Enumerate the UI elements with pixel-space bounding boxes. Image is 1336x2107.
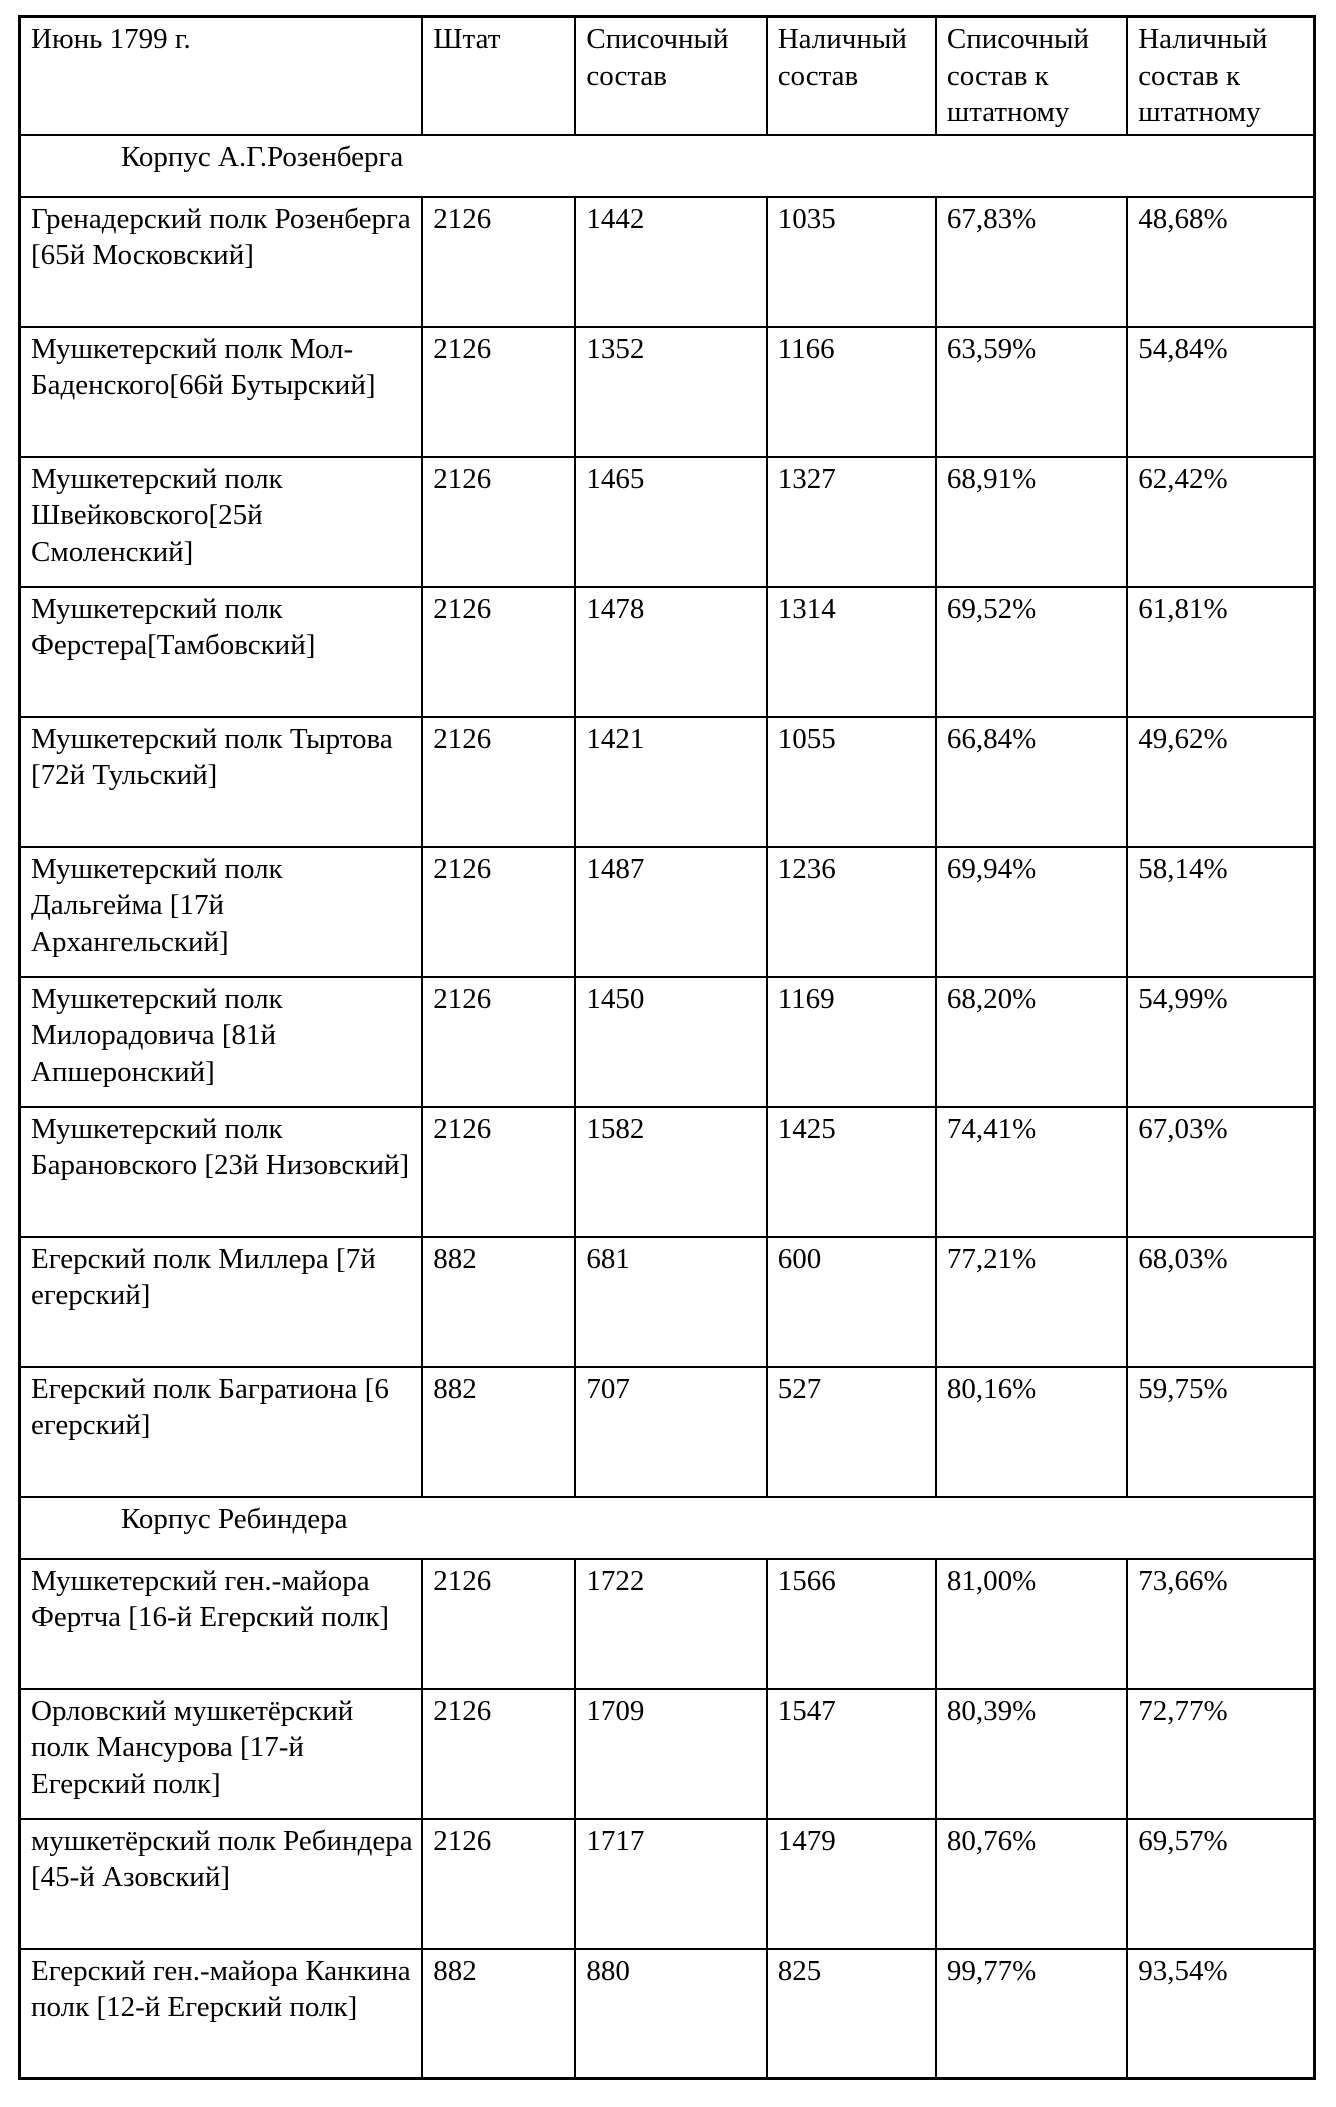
table-row: [20, 457, 1315, 587]
list-pct-cell: 68,91%: [936, 457, 1127, 587]
list-strength-cell: 1478: [575, 587, 766, 717]
present-strength-cell: 1479: [767, 1819, 936, 1949]
present-strength-cell: 527: [767, 1367, 936, 1497]
present-strength-cell: 1236: [767, 847, 936, 977]
staff-cell: 2126: [422, 717, 575, 847]
staff-cell: 882: [422, 1949, 575, 2079]
list-pct-cell: 99,77%: [936, 1949, 1127, 2079]
present-pct-cell: 68,03%: [1127, 1237, 1314, 1367]
list-strength-cell: 681: [575, 1237, 766, 1367]
regiment-name-cell: Егерский ген.-майора Канкина полк [12-й Егерский полк]: [20, 1949, 423, 2079]
table-row: [20, 587, 1315, 717]
header-present-pct: Наличный состав к штатному: [1127, 17, 1314, 135]
regiment-name-cell: Мушкетерский полк Дальгейма [17й Архангельский]: [20, 847, 423, 977]
section-title: Корпус А.Г.Розенберга: [20, 135, 1315, 197]
present-pct-cell: 54,99%: [1127, 977, 1314, 1107]
regiment-name-cell: Мушкетерский ген.-майора Фертча [16-й Егерский полк]: [20, 1559, 423, 1689]
staff-cell: 2126: [422, 327, 575, 457]
header-present-strength: Наличный состав: [767, 17, 936, 135]
present-pct-cell: 62,42%: [1127, 457, 1314, 587]
list-strength-cell: 1722: [575, 1559, 766, 1689]
list-strength-cell: 1487: [575, 847, 766, 977]
regiment-name-cell: Гренадерский полк Розенберга [65й Московский]: [20, 197, 423, 327]
present-strength-cell: 1169: [767, 977, 936, 1107]
present-strength-cell: 600: [767, 1237, 936, 1367]
present-pct-cell: 73,66%: [1127, 1559, 1314, 1689]
list-pct-cell: 81,00%: [936, 1559, 1127, 1689]
present-strength-cell: 1327: [767, 457, 936, 587]
staff-cell: 2126: [422, 977, 575, 1107]
table-header-row: [20, 17, 1315, 135]
regiment-name-cell: Мушкетерский полк Швейковского[25й Смоленский]: [20, 457, 423, 587]
present-pct-cell: 54,84%: [1127, 327, 1314, 457]
header-staff: Штат: [422, 17, 575, 135]
staff-cell: 2126: [422, 1559, 575, 1689]
present-strength-cell: 1425: [767, 1107, 936, 1237]
regiment-name-cell: Егерский полк Миллера [7й егерский]: [20, 1237, 423, 1367]
staff-cell: 882: [422, 1237, 575, 1367]
staff-cell: 2126: [422, 1689, 575, 1819]
list-strength-cell: 1421: [575, 717, 766, 847]
list-pct-cell: 63,59%: [936, 327, 1127, 457]
header-date: Июнь 1799 г.: [20, 17, 423, 135]
present-strength-cell: 1314: [767, 587, 936, 717]
list-strength-cell: 707: [575, 1367, 766, 1497]
table-row: [20, 327, 1315, 457]
regiment-name-cell: Егерский полк Багратиона [6 егерский]: [20, 1367, 423, 1497]
present-pct-cell: 67,03%: [1127, 1107, 1314, 1237]
regiment-name-cell: Мушкетерский полк Барановского [23й Низовский]: [20, 1107, 423, 1237]
table-row: [20, 1107, 1315, 1237]
list-pct-cell: 69,94%: [936, 847, 1127, 977]
present-strength-cell: 1035: [767, 197, 936, 327]
staff-cell: 882: [422, 1367, 575, 1497]
staff-cell: 2126: [422, 847, 575, 977]
header-list-pct: Списочный состав к штатному: [936, 17, 1127, 135]
list-pct-cell: 77,21%: [936, 1237, 1127, 1367]
section-row-rebinder: [20, 1497, 1315, 1559]
present-pct-cell: 69,57%: [1127, 1819, 1314, 1949]
present-strength-cell: 1166: [767, 327, 936, 457]
list-strength-cell: 1450: [575, 977, 766, 1107]
staff-cell: 2126: [422, 1107, 575, 1237]
regiment-name-cell: Мушкетерский полк Милорадовича [81й Апшеронский]: [20, 977, 423, 1107]
list-pct-cell: 66,84%: [936, 717, 1127, 847]
staff-cell: 2126: [422, 457, 575, 587]
list-strength-cell: 1717: [575, 1819, 766, 1949]
list-strength-cell: 1465: [575, 457, 766, 587]
table-row: [20, 1949, 1315, 2079]
present-pct-cell: 72,77%: [1127, 1689, 1314, 1819]
section-row-rosenberg: [20, 135, 1315, 197]
list-strength-cell: 1709: [575, 1689, 766, 1819]
regiment-name-cell: Мушкетерский полк Ферстера[Тамбовский]: [20, 587, 423, 717]
present-strength-cell: 1547: [767, 1689, 936, 1819]
present-pct-cell: 61,81%: [1127, 587, 1314, 717]
table-row: [20, 717, 1315, 847]
staff-cell: 2126: [422, 1819, 575, 1949]
strength-report-table: [18, 15, 1316, 2080]
table-row: [20, 1559, 1315, 1689]
list-strength-cell: 1442: [575, 197, 766, 327]
present-pct-cell: 93,54%: [1127, 1949, 1314, 2079]
table-row: [20, 1367, 1315, 1497]
list-strength-cell: 1352: [575, 327, 766, 457]
present-strength-cell: 1055: [767, 717, 936, 847]
list-pct-cell: 74,41%: [936, 1107, 1127, 1237]
present-pct-cell: 58,14%: [1127, 847, 1314, 977]
present-strength-cell: 825: [767, 1949, 936, 2079]
list-pct-cell: 69,52%: [936, 587, 1127, 717]
list-pct-cell: 68,20%: [936, 977, 1127, 1107]
regiment-name-cell: мушкетёрский полк Ребиндера [45-й Азовский]: [20, 1819, 423, 1949]
list-pct-cell: 80,16%: [936, 1367, 1127, 1497]
table-row: [20, 1819, 1315, 1949]
list-strength-cell: 1582: [575, 1107, 766, 1237]
present-strength-cell: 1566: [767, 1559, 936, 1689]
table-row: [20, 197, 1315, 327]
table-row: [20, 1237, 1315, 1367]
list-pct-cell: 80,76%: [936, 1819, 1127, 1949]
list-strength-cell: 880: [575, 1949, 766, 2079]
staff-cell: 2126: [422, 197, 575, 327]
list-pct-cell: 80,39%: [936, 1689, 1127, 1819]
present-pct-cell: 48,68%: [1127, 197, 1314, 327]
table-row: [20, 847, 1315, 977]
regiment-name-cell: Орловский мушкетёрский полк Мансурова [17-й Егерский полк]: [20, 1689, 423, 1819]
section-title: Корпус Ребиндера: [20, 1497, 1315, 1559]
present-pct-cell: 59,75%: [1127, 1367, 1314, 1497]
regiment-name-cell: Мушкетерский полк Тыртова [72й Тульский]: [20, 717, 423, 847]
header-list-strength: Списочный состав: [575, 17, 766, 135]
list-pct-cell: 67,83%: [936, 197, 1127, 327]
table-row: [20, 977, 1315, 1107]
present-pct-cell: 49,62%: [1127, 717, 1314, 847]
table-row: [20, 1689, 1315, 1819]
staff-cell: 2126: [422, 587, 575, 717]
regiment-name-cell: Мушкетерский полк Мол-Баденского[66й Бутырский]: [20, 327, 423, 457]
